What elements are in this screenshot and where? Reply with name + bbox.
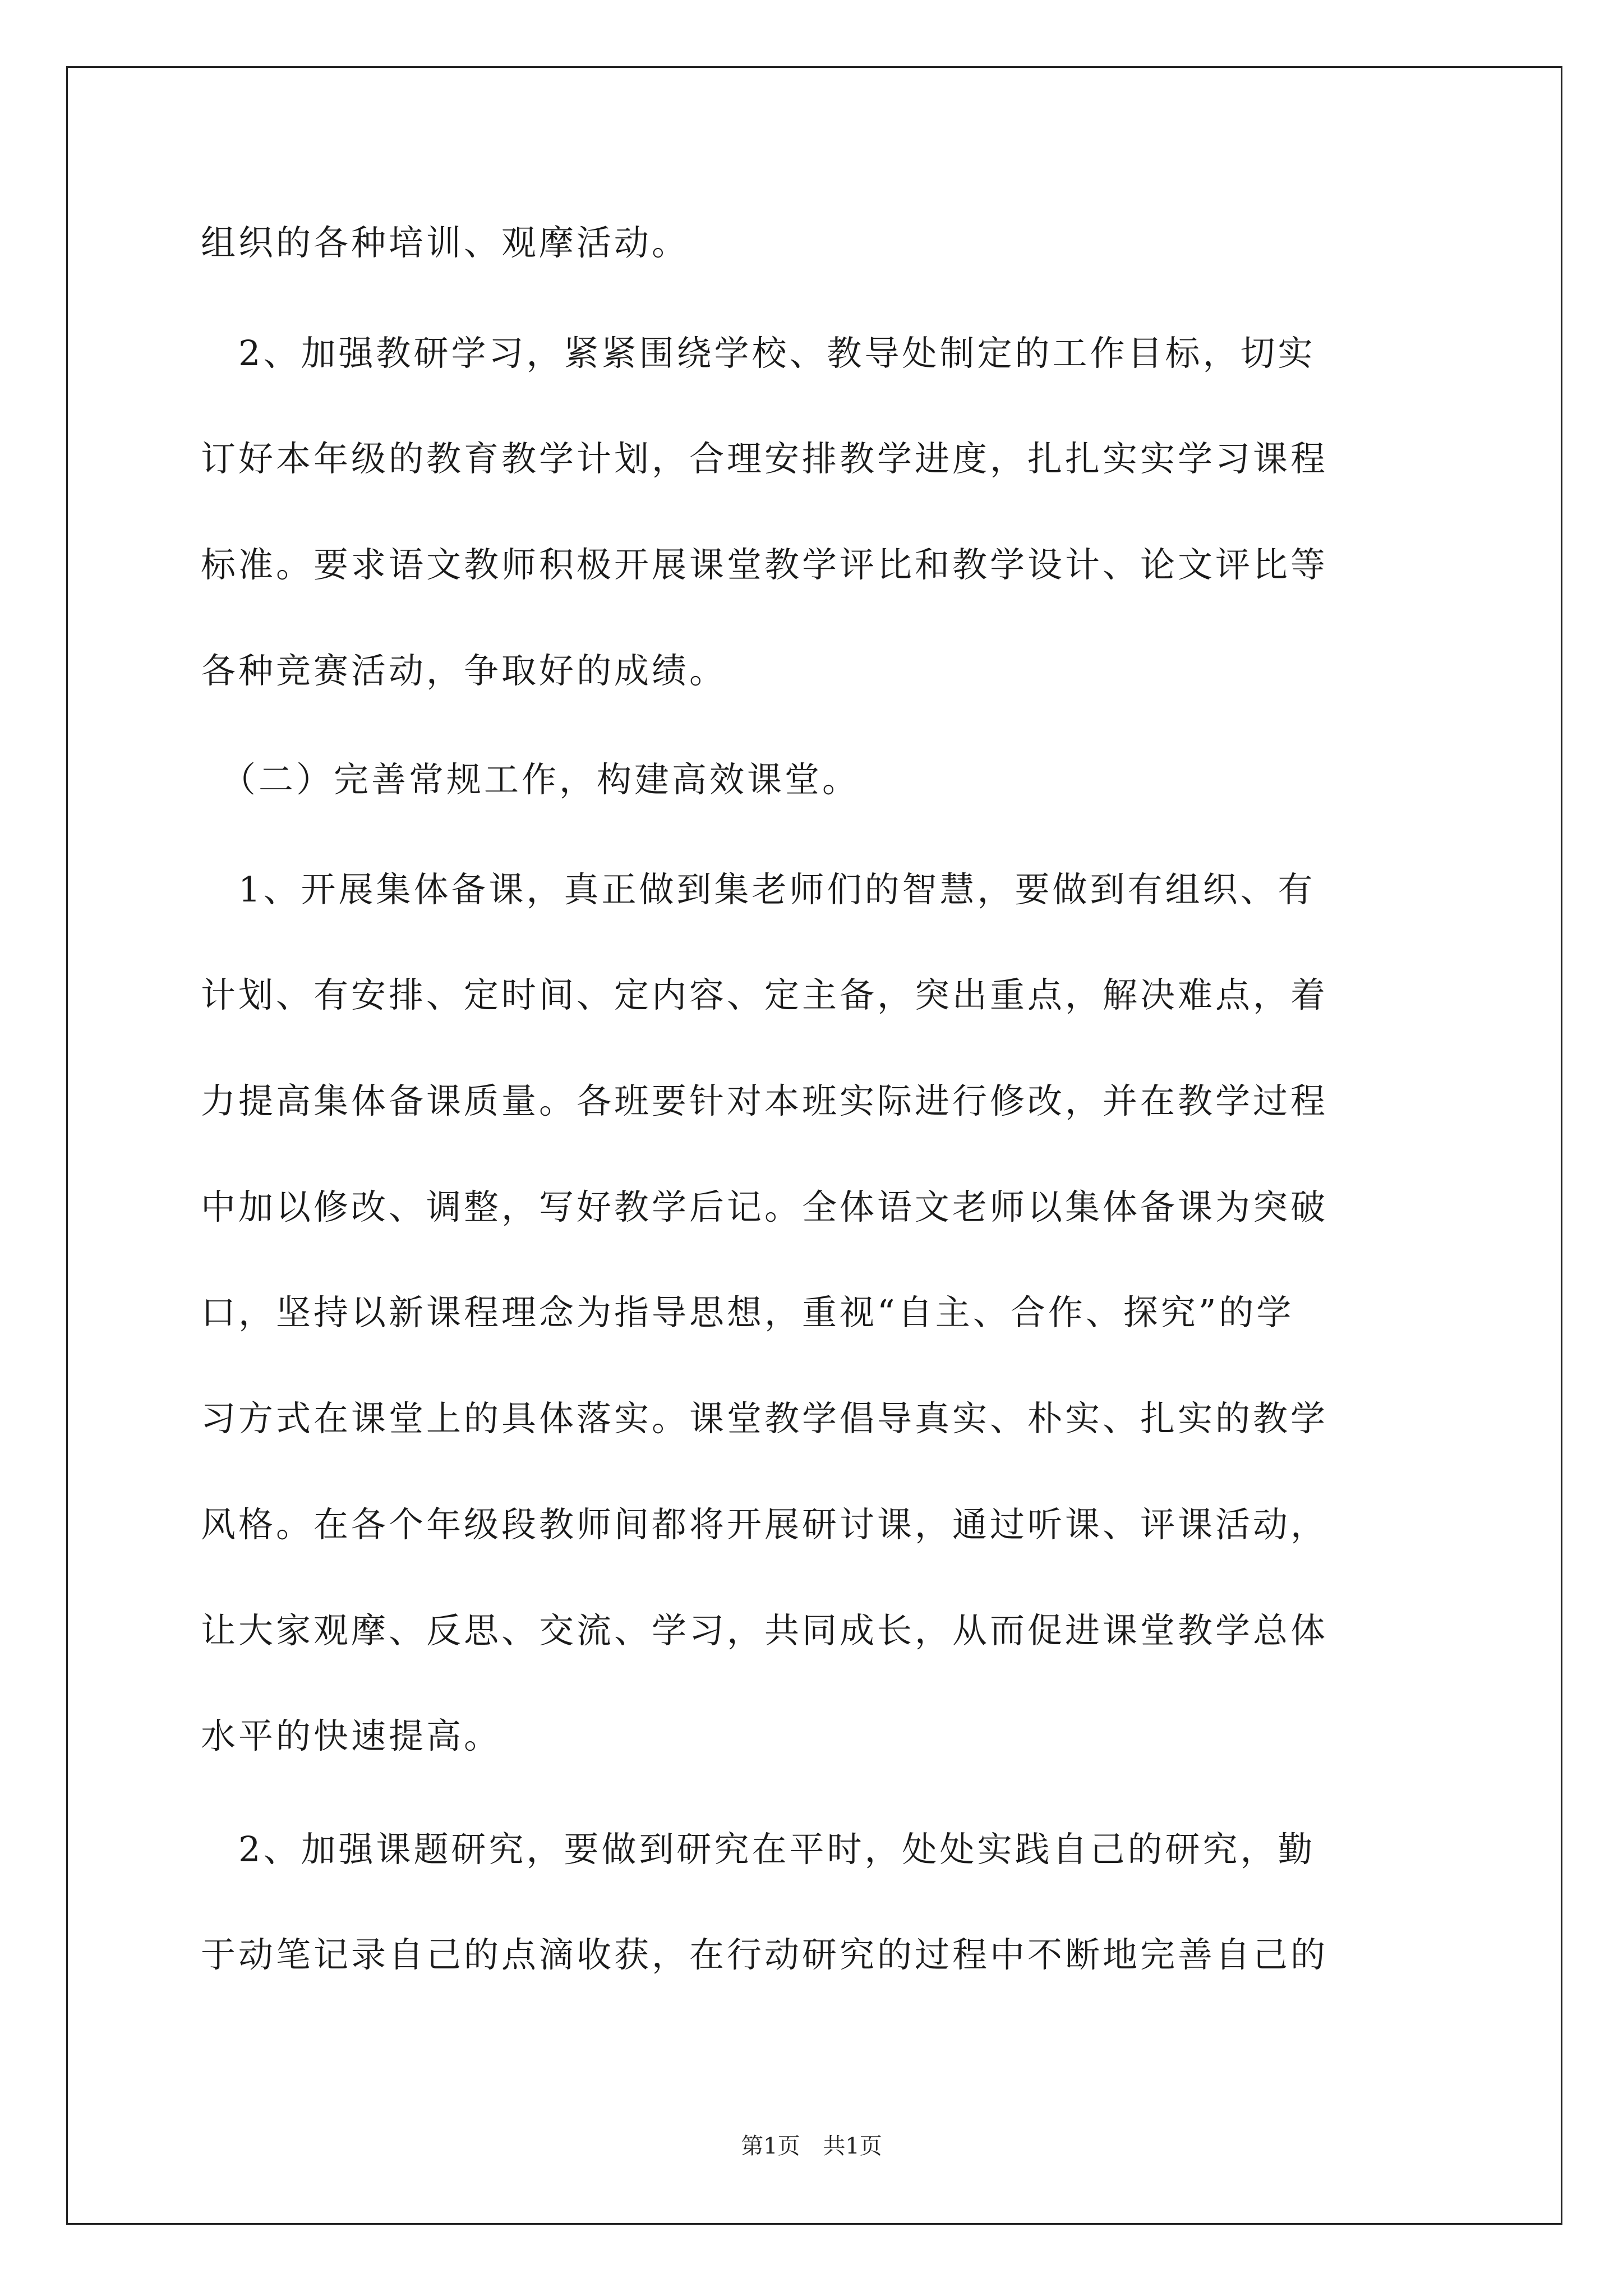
- text-line: 习方式在课堂上的具体落实。课堂教学倡导真实、朴实、扎实的教学: [201, 1398, 1329, 1439]
- page-number: 第1页: [741, 2133, 800, 2159]
- text-line: 订好本年级的教育教学计划，合理安排教学进度，扎扎实实学习课程: [201, 438, 1329, 479]
- page-total: 共1页: [823, 2133, 882, 2159]
- text-line: 中加以修改、调整，写好教学后记。全体语文老师以集体备课为突破: [201, 1186, 1329, 1227]
- text-line: 口，坚持以新课程理念为指导思想，重视“自主、合作、探究”的学: [201, 1292, 1294, 1333]
- text-line: 组织的各种培训、观摩活动。: [201, 222, 690, 263]
- text-line: 于动笔记录自己的点滴收获，在行动研究的过程中不断地完善自己的: [201, 1934, 1329, 1975]
- text-line: 2、加强课题研究，要做到研究在平时，处处实践自己的研究，勤: [201, 1829, 1316, 1870]
- text-line: 力提高集体备课质量。各班要针对本班实际进行修改，并在教学过程: [201, 1080, 1329, 1121]
- text-line: 让大家观摩、反思、交流、学习，共同成长，从而促进课堂教学总体: [201, 1610, 1329, 1651]
- text-line: 1、开展集体备课，真正做到集老师们的智慧，要做到有组织、有: [201, 869, 1316, 910]
- text-line: 计划、有安排、定时间、定内容、定主备，突出重点，解决难点，着: [201, 974, 1329, 1015]
- page-footer: [0, 2129, 1623, 2163]
- text-line: 风格。在各个年级段教师间都将开展研讨课，通过听课、评课活动，: [201, 1504, 1329, 1545]
- section-heading: （二）完善常规工作，构建高效课堂。: [201, 759, 860, 800]
- page-border: [66, 66, 1562, 2225]
- text-line: 标准。要求语文教师积极开展课堂教学评比和教学设计、论文评比等: [201, 544, 1329, 585]
- text-line: 水平的快速提高。: [201, 1715, 502, 1756]
- text-line: 各种竞赛活动，争取好的成绩。: [201, 650, 727, 691]
- text-line: 2、加强教研学习，紧紧围绕学校、教导处制定的工作目标，切实: [201, 333, 1316, 374]
